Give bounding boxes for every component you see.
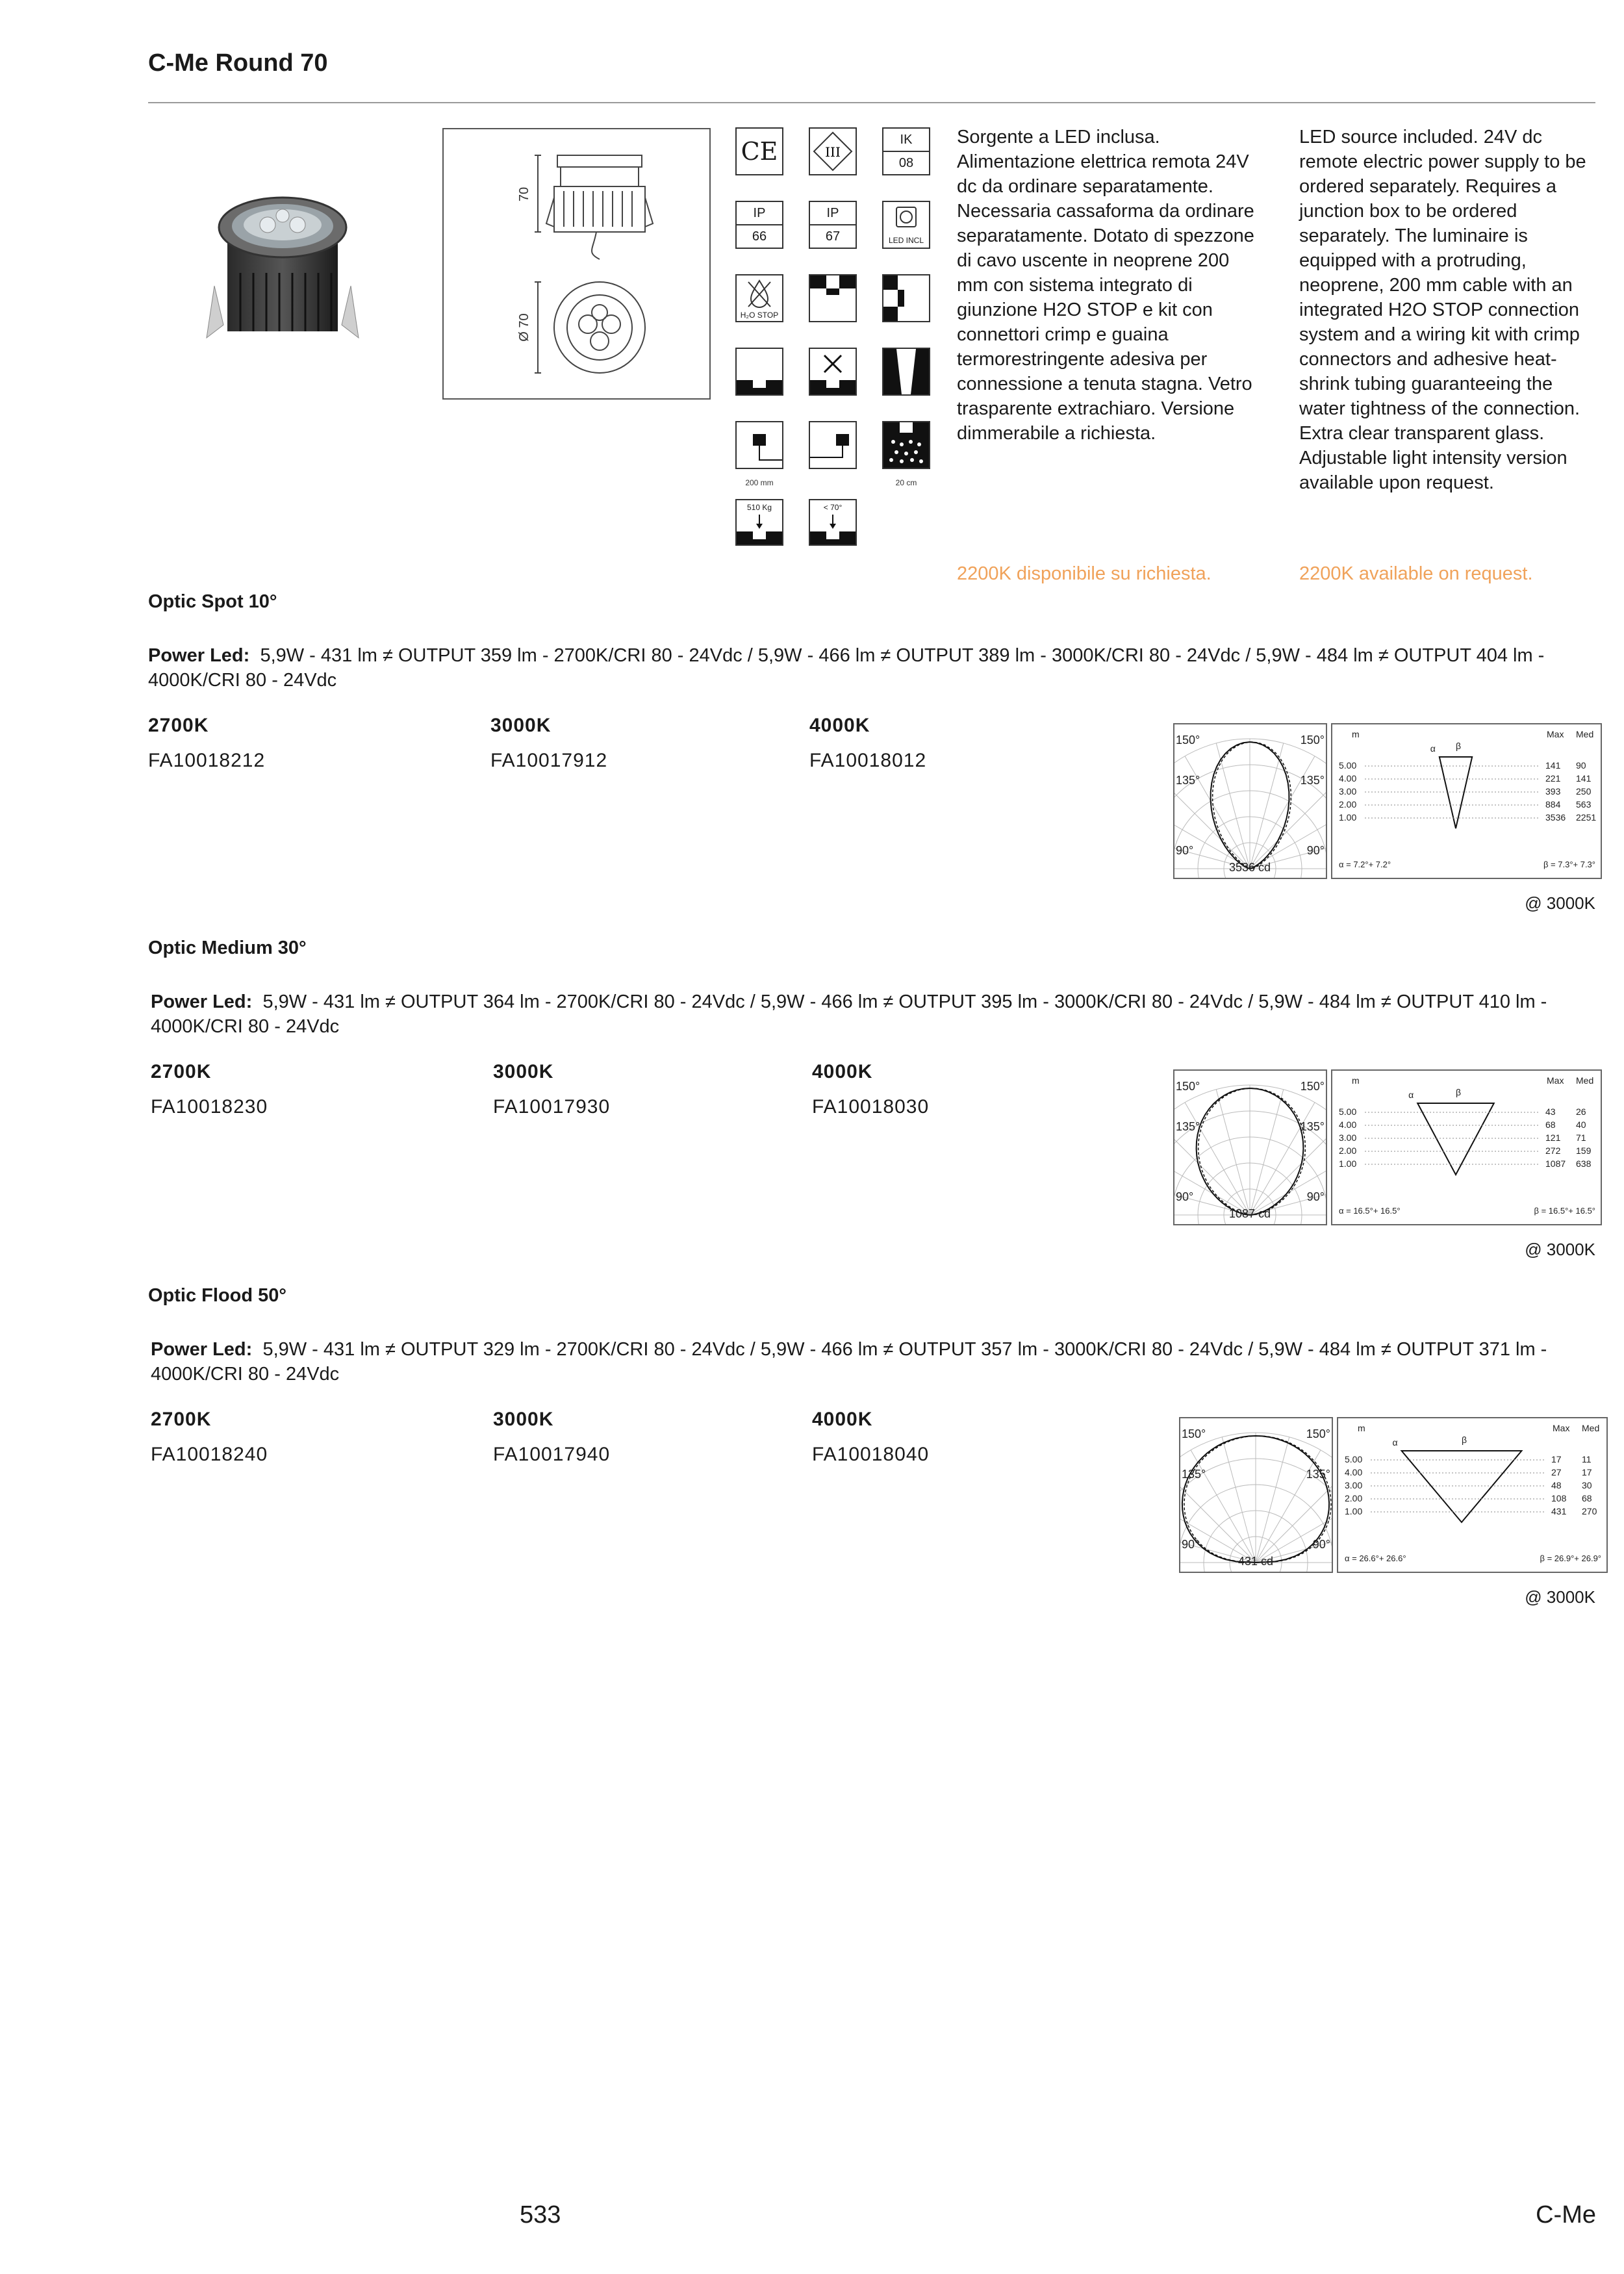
- polar-curve-c90: [1184, 1436, 1331, 1563]
- polar-grid-spoke: [1256, 1498, 1332, 1563]
- drawing-diameter-label: Ø 70: [517, 313, 531, 342]
- color-temp-label: 3000K: [493, 1061, 554, 1082]
- product-code: FA10018212: [148, 750, 266, 771]
- cone-distance-label: 5.00: [1345, 1454, 1363, 1464]
- measurement-temperature: @ 3000K: [1525, 893, 1595, 913]
- product-code-4000k: [809, 715, 926, 772]
- cone-alpha-symbol: α: [1430, 743, 1436, 754]
- cone-med-value: 68: [1582, 1493, 1592, 1503]
- color-temp-label: 2700K: [148, 715, 209, 736]
- description-english: LED source included. 24V dc remote electric power supply to be ordered separately. Requires a junction box to be ordered separately. The luminaire is equipped with a protruding, neoprene, 200 mm cable with an integrated H2O STOP connection system and a wiring kit with crimp connectors and adhesive heat-shrink tubing guaranteeing the water tightness of the connection. Extra clear transparent glass. Adjustable light intensity version available upon request.: [1299, 127, 1586, 493]
- product-code: FA10018240: [151, 1444, 268, 1465]
- polar-diagram: [1179, 1417, 1333, 1573]
- cable-length-icon: [735, 421, 783, 469]
- load-rating-icon: [735, 499, 783, 546]
- cone-max-value: 43: [1545, 1106, 1556, 1117]
- page-number: 533: [520, 2201, 561, 2229]
- polar-grid-spoke: [1256, 1437, 1289, 1563]
- caption-200mm: 200 mm: [745, 478, 774, 487]
- cone-beta-symbol: β: [1455, 1087, 1462, 1097]
- page-title: C-Me Round 70: [148, 49, 328, 77]
- section-title: Optic Flood 50°: [148, 1285, 286, 1306]
- power-led-label: Power Led:: [151, 991, 253, 1012]
- ip67-value: 67: [825, 229, 841, 244]
- cone-med-value: 2251: [1576, 812, 1597, 823]
- polar-angle-label: 150°: [1300, 734, 1325, 747]
- cone-distance-label: 2.00: [1339, 799, 1357, 810]
- cone-alpha-symbol: α: [1392, 1437, 1398, 1448]
- cone-max-value: 393: [1545, 786, 1561, 797]
- ce-mark-icon: CE: [735, 127, 783, 175]
- cone-med-value: 250: [1576, 786, 1592, 797]
- cone-alpha-symbol: α: [1408, 1090, 1414, 1100]
- cone-distance-label: 1.00: [1345, 1506, 1363, 1516]
- illuminance-cone-diagram: [1331, 723, 1602, 879]
- cone-med-value: 159: [1576, 1145, 1592, 1156]
- cone-max-header: Max: [1547, 729, 1564, 739]
- cone-distance-label: 5.00: [1339, 760, 1357, 771]
- cone-beta-angle: β = 16.5°+ 16.5°: [1534, 1206, 1595, 1216]
- cone-distance-label: 2.00: [1339, 1145, 1357, 1156]
- cone-distance-label: 3.00: [1345, 1480, 1363, 1490]
- cone-max-value: 272: [1545, 1145, 1561, 1156]
- drawing-height-label: 70: [517, 186, 531, 202]
- polar-angle-label: 135°: [1300, 1120, 1325, 1133]
- cone-med-value: 90: [1576, 760, 1586, 771]
- power-led-label: Power Led:: [148, 645, 250, 666]
- max-angle-icon: [809, 499, 857, 546]
- cone-distance-label: 3.00: [1339, 786, 1357, 797]
- polar-grid: [1180, 1433, 1332, 1572]
- cone-med-value: 30: [1582, 1480, 1592, 1490]
- angle-label: < 70°: [823, 503, 843, 512]
- polar-angle-label: 90°: [1306, 844, 1325, 857]
- product-code: FA10018030: [812, 1096, 930, 1118]
- polar-angle-label: 90°: [1176, 1190, 1194, 1203]
- polar-peak-intensity: 1087 cd: [1228, 1207, 1271, 1220]
- ik-rating-icon: [882, 127, 930, 175]
- power-led-spec: [151, 990, 1580, 1039]
- polar-angle-label: 150°: [1300, 1080, 1325, 1093]
- cone-med-value: 141: [1576, 773, 1592, 784]
- polar-grid-spoke: [1250, 756, 1315, 869]
- availability-note-english: 2200K available on request.: [1299, 563, 1533, 584]
- measurement-temperature: @ 3000K: [1525, 1587, 1595, 1607]
- cone-unit-label: m: [1352, 729, 1360, 739]
- polar-grid-spoke: [1216, 743, 1250, 869]
- product-code: FA10017930: [493, 1096, 611, 1118]
- optic-section-medium: [148, 938, 1595, 1275]
- cone-max-value: 68: [1545, 1119, 1556, 1130]
- section-title: Optic Spot 10°: [148, 591, 277, 612]
- polar-grid-spoke: [1250, 1090, 1284, 1215]
- cable-exit-icon: [809, 421, 857, 469]
- product-code: FA10017940: [493, 1444, 611, 1465]
- cone-med-header: Med: [1576, 1075, 1594, 1086]
- polar-peak-intensity: 431 cd: [1237, 1555, 1274, 1568]
- polar-grid-spoke: [1222, 1437, 1256, 1563]
- polar-angle-label: 135°: [1300, 774, 1325, 787]
- color-temp-label: 3000K: [490, 715, 552, 736]
- illuminance-cone-diagram: [1331, 1069, 1602, 1225]
- availability-note-italian: 2200K disponibile su richiesta.: [957, 563, 1212, 584]
- cone-distance-label: 3.00: [1339, 1132, 1357, 1143]
- product-code-2700k: [148, 715, 265, 772]
- polar-angle-label: 90°: [1176, 844, 1194, 857]
- product-code-3000k: [493, 1061, 610, 1118]
- color-temp-label: 2700K: [151, 1409, 212, 1430]
- title-divider: [148, 102, 1595, 103]
- led-included-icon: [882, 201, 930, 249]
- cone-beta-angle: β = 26.9°+ 26.9°: [1540, 1553, 1601, 1563]
- ik-label: IK: [883, 129, 929, 152]
- caption-20cm: 20 cm: [895, 478, 917, 487]
- cone-med-value: 17: [1582, 1467, 1592, 1477]
- recessed-ground-icon: [809, 274, 857, 322]
- power-led-values: 5,9W - 431 lm ≠ OUTPUT 359 lm - 2700K/CRI 80 - 24Vdc / 5,9W - 466 lm ≠ OUTPUT 389 lm - 3000K/CRI 80 - 24Vdc / 5,9W - 484 lm ≠ OUTPUT 404 lm - 4000K/CRI 80 - 24Vdc: [148, 645, 1545, 691]
- cone-max-value: 17: [1551, 1454, 1562, 1464]
- product-photo: [195, 188, 370, 357]
- polar-peak-intensity: 3536 cd: [1228, 861, 1271, 874]
- section-title: Optic Medium 30°: [148, 938, 307, 958]
- polar-angle-label: 135°: [1306, 1468, 1330, 1481]
- polar-grid-spoke: [1216, 1090, 1250, 1215]
- cone-distance-label: 1.00: [1339, 1158, 1357, 1169]
- ik-value: 08: [898, 155, 914, 170]
- power-led-spec: [151, 1337, 1580, 1386]
- power-led-values: 5,9W - 431 lm ≠ OUTPUT 364 lm - 2700K/CRI 80 - 24Vdc / 5,9W - 466 lm ≠ OUTPUT 395 lm - 3000K/CRI 80 - 24Vdc / 5,9W - 484 lm ≠ OUTPUT 410 lm - 4000K/CRI 80 - 24Vdc: [151, 991, 1547, 1037]
- power-led-label: Power Led:: [151, 1339, 253, 1360]
- measurement-temperature: @ 3000K: [1525, 1240, 1595, 1259]
- product-family-label: C-Me: [1536, 2201, 1596, 2229]
- ip67-label: IP: [810, 202, 856, 225]
- led-incl-label: LED INCL: [888, 236, 924, 245]
- product-code-4000k: [812, 1409, 929, 1466]
- cone-max-value: 121: [1545, 1132, 1561, 1143]
- product-code: FA10018230: [151, 1096, 268, 1118]
- load-label: 510 Kg: [746, 503, 772, 512]
- cone-distance-label: 4.00: [1339, 773, 1357, 784]
- cone-max-value: 108: [1551, 1493, 1567, 1503]
- cone-med-header: Med: [1582, 1423, 1600, 1433]
- polar-angle-label: 90°: [1182, 1538, 1200, 1551]
- cone-alpha-angle: α = 26.6°+ 26.6°: [1345, 1553, 1406, 1563]
- polar-angle-label: 150°: [1306, 1427, 1330, 1440]
- polar-angle-label: 150°: [1182, 1427, 1206, 1440]
- cone-med-value: 26: [1576, 1106, 1586, 1117]
- polar-angle-label: 135°: [1182, 1468, 1206, 1481]
- technical-drawing: [442, 128, 711, 400]
- cone-beta-symbol: β: [1461, 1435, 1467, 1445]
- ip66-value: 66: [752, 229, 767, 244]
- optic-section-flood: [148, 1285, 1601, 1623]
- product-code-3000k: [490, 715, 607, 772]
- cone-max-header: Max: [1553, 1423, 1570, 1433]
- polar-grid-spoke: [1174, 1150, 1250, 1215]
- illuminance-cone-diagram: [1337, 1417, 1608, 1573]
- floor-recessed-icon: [735, 348, 783, 396]
- polar-grid-spoke: [1250, 1150, 1326, 1215]
- product-code: FA10018040: [812, 1444, 930, 1465]
- cone-max-value: 48: [1551, 1480, 1562, 1490]
- product-code-4000k: [812, 1061, 929, 1118]
- polar-angle-label: 135°: [1176, 774, 1200, 787]
- light-beam-icon: [882, 348, 930, 396]
- optic-section-spot: [148, 591, 1595, 929]
- cone-med-value: 563: [1576, 799, 1592, 810]
- no-insulation-icon: [809, 348, 857, 396]
- polar-grid-spoke: [1250, 743, 1284, 869]
- polar-diagram: [1173, 1069, 1327, 1225]
- cone-max-value: 1087: [1545, 1158, 1566, 1169]
- cone-max-value: 431: [1551, 1506, 1567, 1516]
- color-temp-label: 2700K: [151, 1061, 212, 1082]
- description-italian: Sorgente a LED inclusa. Alimentazione elettrica remota 24V dc da ordinare separatamente. Necessaria cassaforma da ordinare separatamente. Dotato di spezzone di cavo uscente in neoprene 200 mm con sistema integrato di giunzione H2O STOP e kit con connettori crimp e guaina termorestringente adesiva per connessione a tenuta stagna. Vetro trasparente extrachiaro. Versione dimmerabile a richiesta.: [957, 127, 1254, 444]
- cone-max-value: 3536: [1545, 812, 1566, 823]
- drawing-svg: [444, 129, 709, 398]
- product-code-2700k: [151, 1409, 268, 1466]
- color-temp-label: 4000K: [812, 1061, 873, 1082]
- cone-unit-label: m: [1358, 1423, 1365, 1433]
- wall-mount-icon: [882, 274, 930, 322]
- polar-angle-label: 90°: [1306, 1190, 1325, 1203]
- cone-max-value: 141: [1545, 760, 1561, 771]
- color-temp-label: 4000K: [812, 1409, 873, 1430]
- polar-grid-spoke: [1185, 756, 1250, 869]
- cone-distance-label: 1.00: [1339, 812, 1357, 823]
- cone-max-value: 221: [1545, 773, 1561, 784]
- cone-med-value: 270: [1582, 1506, 1597, 1516]
- polar-angle-label: 90°: [1312, 1538, 1330, 1551]
- cone-beta-angle: β = 7.3°+ 7.3°: [1543, 860, 1595, 869]
- h2o-stop-icon: [735, 274, 783, 322]
- power-led-values: 5,9W - 431 lm ≠ OUTPUT 329 lm - 2700K/CRI 80 - 24Vdc / 5,9W - 466 lm ≠ OUTPUT 357 lm - 3000K/CRI 80 - 24Vdc / 5,9W - 484 lm ≠ OUTPUT 371 lm - 4000K/CRI 80 - 24Vdc: [151, 1339, 1547, 1385]
- cone-med-value: 71: [1576, 1132, 1586, 1143]
- product-code: FA10017912: [490, 750, 608, 771]
- product-code-3000k: [493, 1409, 610, 1466]
- class-iii-label: III: [825, 144, 841, 160]
- cone-max-header: Max: [1547, 1075, 1564, 1086]
- cone-unit-label: m: [1352, 1075, 1360, 1086]
- ip67-icon: [809, 201, 857, 249]
- color-temp-label: 3000K: [493, 1409, 554, 1430]
- cone-distance-label: 4.00: [1339, 1119, 1357, 1130]
- gravel-drain-icon: [882, 421, 930, 469]
- cone-alpha-angle: α = 16.5°+ 16.5°: [1339, 1206, 1401, 1216]
- product-code: FA10018012: [809, 750, 927, 771]
- cone-med-value: 11: [1582, 1454, 1592, 1464]
- power-led-spec: [148, 643, 1577, 693]
- ip66-icon: [735, 201, 783, 249]
- cone-med-value: 40: [1576, 1119, 1586, 1130]
- polar-angle-label: 135°: [1176, 1120, 1200, 1133]
- cone-beta-symbol: β: [1455, 741, 1462, 751]
- cone-max-value: 884: [1545, 799, 1561, 810]
- cone-distance-label: 5.00: [1339, 1106, 1357, 1117]
- class-iii-icon: [809, 127, 857, 175]
- color-temp-label: 4000K: [809, 715, 870, 736]
- polar-grid: [1174, 739, 1326, 878]
- polar-angle-label: 150°: [1176, 1080, 1200, 1093]
- cone-alpha-angle: α = 7.2°+ 7.2°: [1339, 860, 1391, 869]
- ip66-label: IP: [737, 202, 782, 225]
- polar-angle-label: 150°: [1176, 734, 1200, 747]
- cone-med-value: 638: [1576, 1158, 1592, 1169]
- cone-max-value: 27: [1551, 1467, 1562, 1477]
- polar-grid-spoke: [1180, 1498, 1256, 1563]
- cone-distance-label: 2.00: [1345, 1493, 1363, 1503]
- h2o-stop-label: H₂O STOP: [740, 311, 779, 320]
- polar-diagram: [1173, 723, 1327, 879]
- product-code-2700k: [151, 1061, 268, 1118]
- cone-distance-label: 4.00: [1345, 1467, 1363, 1477]
- cone-med-header: Med: [1576, 729, 1594, 739]
